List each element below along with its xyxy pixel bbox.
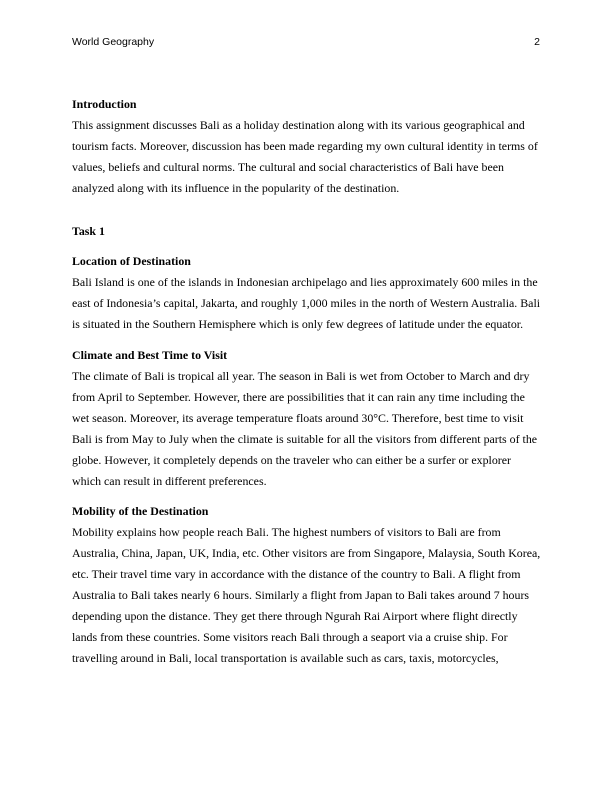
paragraph-introduction: This assignment discusses Bali as a holiday destination along with its various geographical and tourism facts. Moreover, discussion has been made regarding my own cultural identity in terms of values, beliefs and cultural norms. The cultural and social characteristics of Bali have been analyzed along with its influence in the popularity of the destination. bbox=[72, 117, 538, 195]
heading-task-1: Task 1 bbox=[72, 223, 105, 238]
heading-introduction: Introduction bbox=[72, 97, 137, 111]
heading-mobility: Mobility of the Destination bbox=[72, 504, 209, 519]
document-body bbox=[72, 94, 542, 669]
running-head: World Geography bbox=[72, 36, 155, 48]
paragraph-location: Bali Island is one of the islands in Indonesian archipelago and lies approximately 600 miles in the east of Indonesia’s capital, Jakarta, and roughly 1,000 miles in the north of Western Australia. Bali is situated in the Southern Hemisphere which is only few degrees of latitude under the equator. bbox=[72, 275, 541, 332]
page-number: 2 bbox=[534, 36, 540, 48]
paragraph-mobility: Mobility explains how people reach Bali. The highest numbers of visitors to Bali are from Australia, China, Japan, UK, India, etc. Other visitors are from Singapore, Malaysia, South Korea, etc. Their travel time vary in accordance with the distance of the country to Bali. A flight from Australia to Bali takes nearly 6 hours. Similarly a flight from Japan to Bali takes around 7 hours depending upon the distance. They get there through Ngurah Rai Airport where flight directly lands from these countries. Some visitors reach Bali through a seaport via a cruise ship. For travelling around in Bali, local transportation is available such as cars, taxis, motorcycles, bbox=[72, 525, 541, 665]
paragraph-climate: The climate of Bali is tropical all year. The season in Bali is wet from October to March and dry from April to September. However, there are possibilities that it can rain any time including the wet season. Moreover, its average temperature floats around 30°C. Therefore, best time to visit Bali is from May to July when the climate is suitable for all the visitors from different parts of the globe. However, it completely depends on the traveler who can either be a surfer or explorer which can result in different preferences. bbox=[72, 368, 538, 488]
heading-location: Location of Destination bbox=[72, 254, 191, 269]
heading-climate: Climate and Best Time to Visit bbox=[72, 348, 228, 363]
